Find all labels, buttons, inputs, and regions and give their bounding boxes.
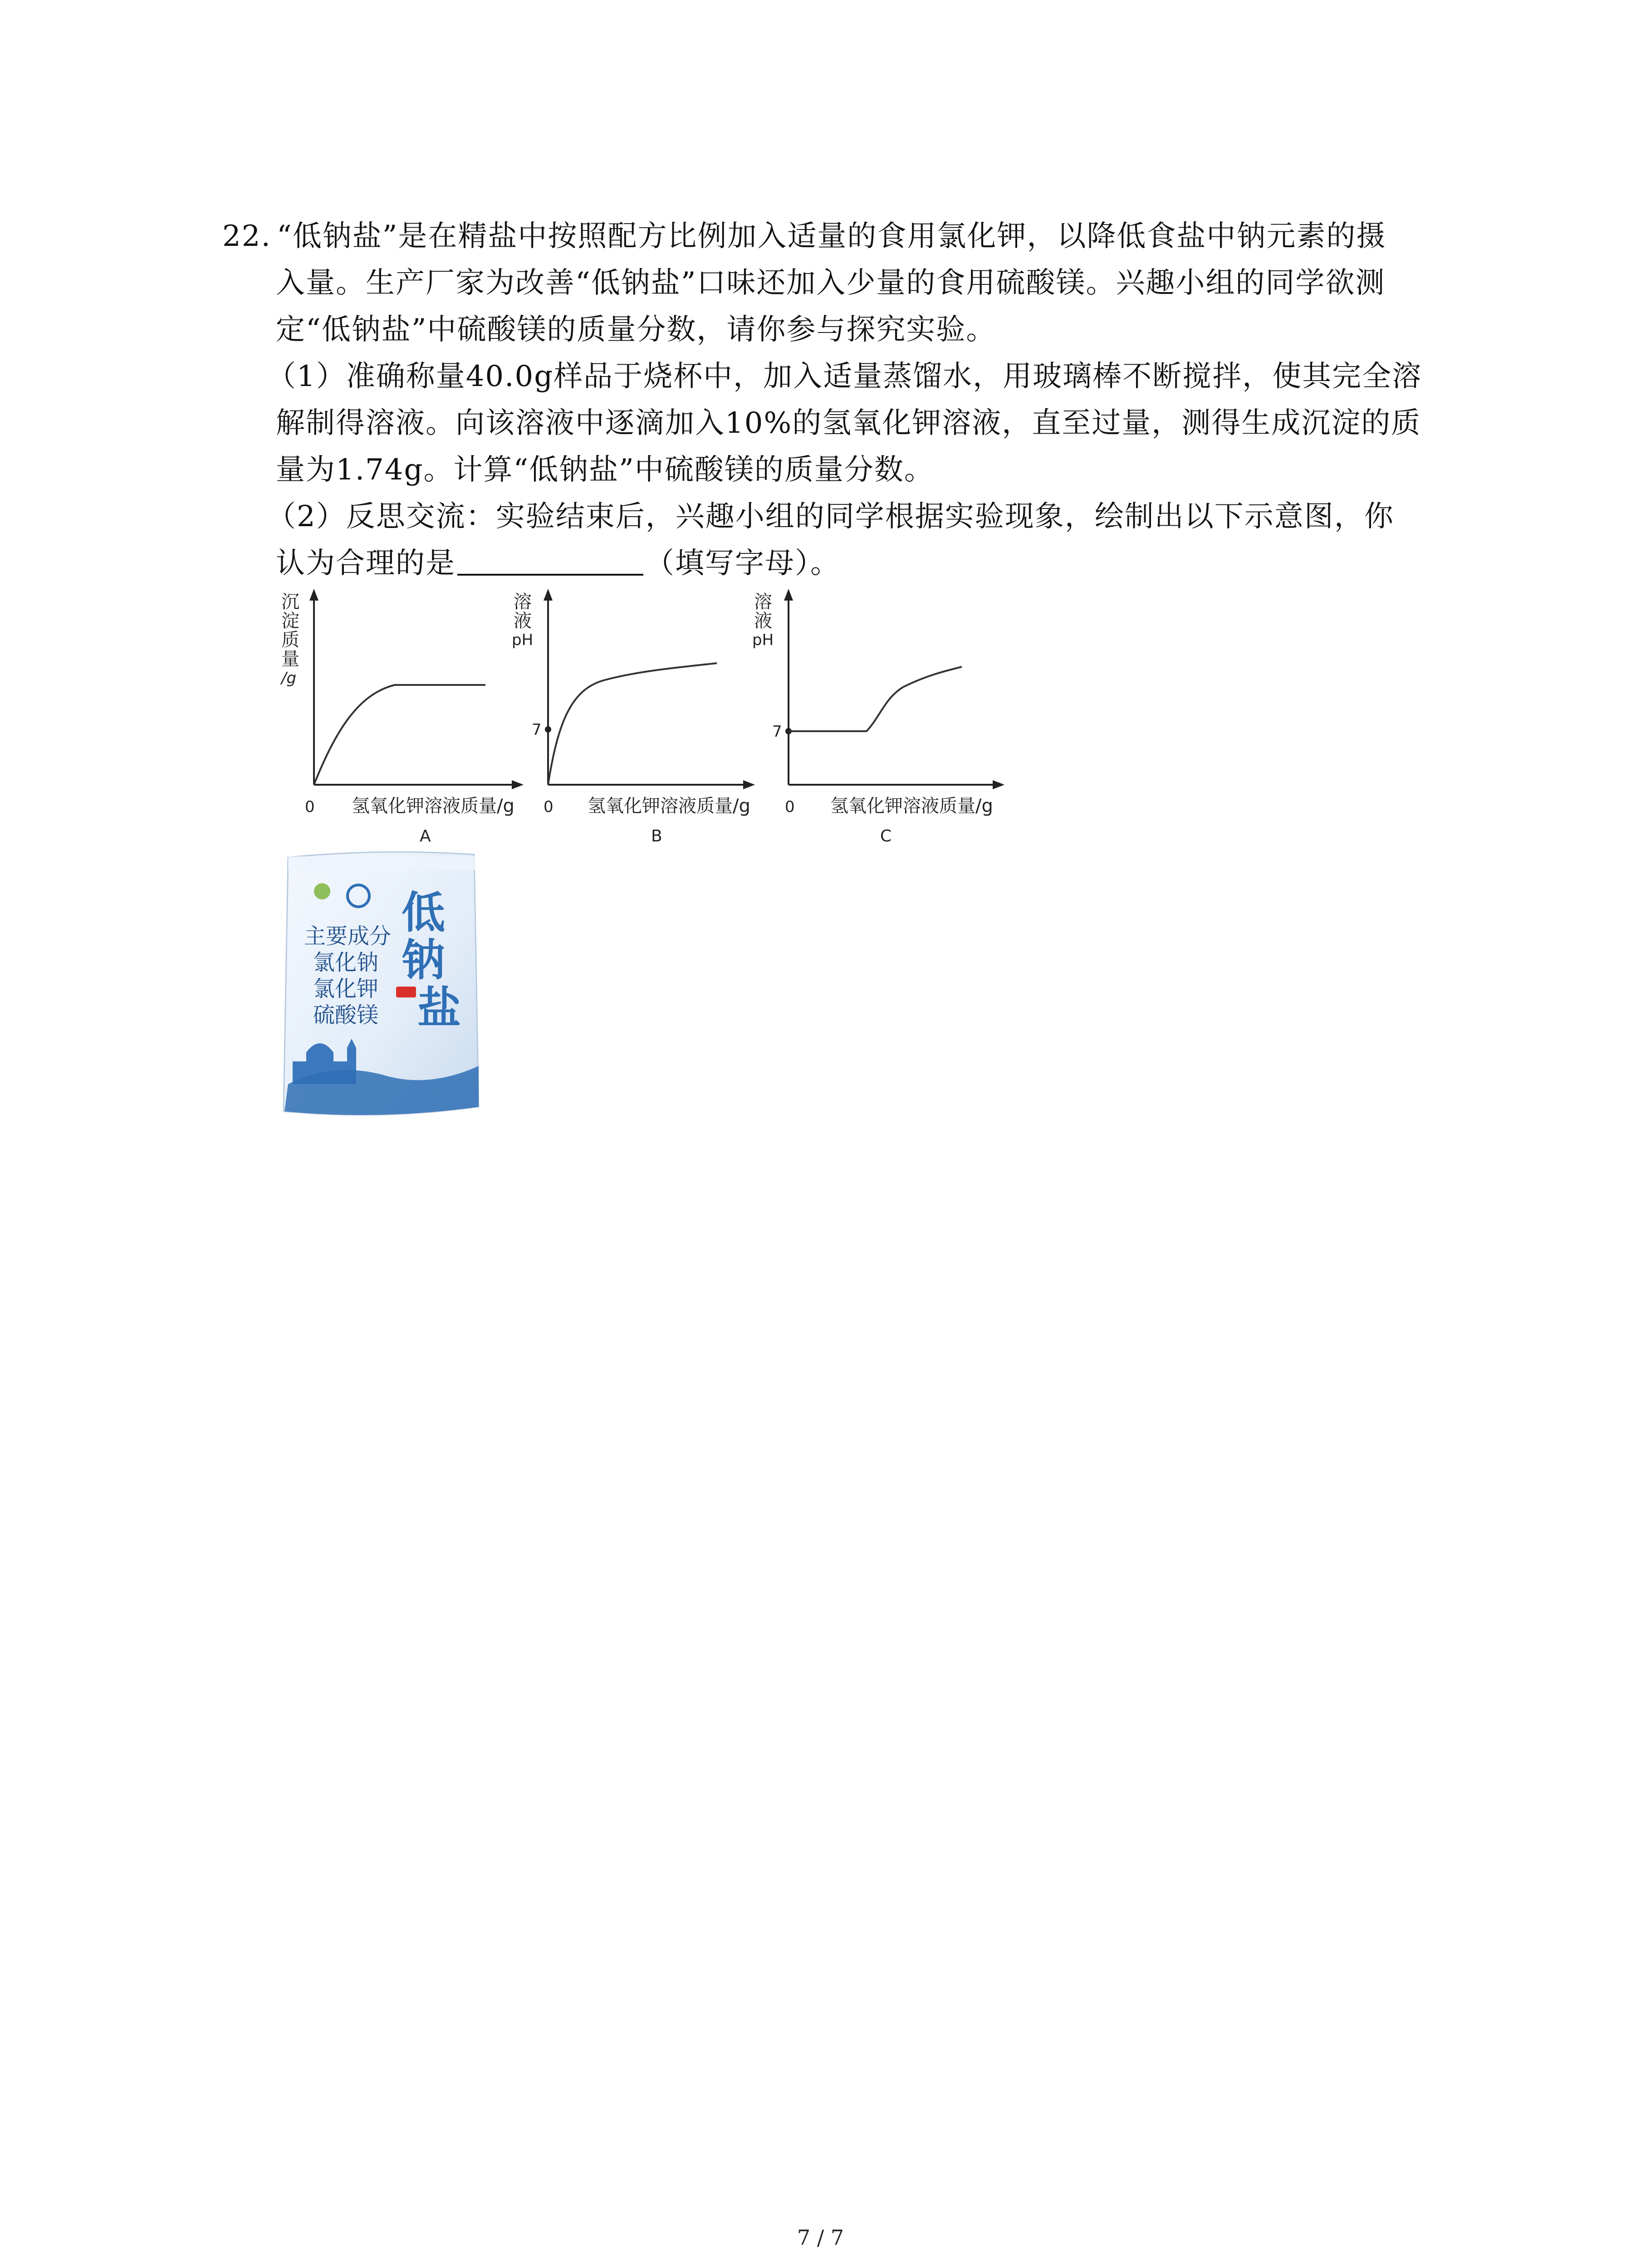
graph-c-origin: 0 xyxy=(785,798,795,816)
figure-b xyxy=(504,585,758,850)
part2-line-1: （2）反思交流：实验结束后，兴趣小组的同学根据实验现象，绘制出以下示意图，你 xyxy=(267,500,1394,533)
graph-c-caption: C xyxy=(880,827,892,846)
graph-b-y-arrow xyxy=(544,589,553,601)
question-stem-text-1: “低钠盐”是在精盐中按照配方比例加入适量的食用氯化钾，以降低食盐中钠元素的摄 xyxy=(277,220,1386,253)
graph-a-ylabel-4: 量 xyxy=(281,649,299,670)
graph-c-y-arrow xyxy=(784,589,793,601)
bag-top-seal xyxy=(288,856,475,870)
bag-ingredient-2: 氯化钾 xyxy=(313,976,379,1002)
part1-line-1: （1）准确称量40.0g样品于烧杯中，加入适量蒸馏水，用玻璃棒不断搅拌，使其完全溶 xyxy=(267,360,1422,393)
bag-red-badge xyxy=(396,987,416,997)
graph-b-ph7-point xyxy=(545,726,551,733)
graph-b-origin: 0 xyxy=(544,798,554,816)
graph-b xyxy=(504,585,758,848)
part1-line-2: 解制得溶液。向该溶液中逐滴加入10%的氢氧化钾溶液，直至过量，测得生成沉淀的质 xyxy=(276,406,1421,440)
bag-ingredients-title: 主要成分 xyxy=(304,924,392,949)
graph-a-y-arrow xyxy=(309,589,318,601)
bag-ingredient-1: 氯化钠 xyxy=(313,950,379,975)
bag-ingredient-3: 硫酸镁 xyxy=(313,1002,379,1028)
graph-c-curve xyxy=(789,667,962,731)
graph-b-ylabel-3: pH xyxy=(512,631,534,649)
graph-b-ylabel-2: 液 xyxy=(514,611,532,631)
graph-c-ylabel-2: 液 xyxy=(754,611,772,631)
graph-a-ylabel-5: /g xyxy=(281,669,297,687)
question-22 xyxy=(222,213,1456,587)
figure-a xyxy=(272,585,526,850)
low-sodium-salt-bag-photo xyxy=(279,848,483,1120)
figure-c xyxy=(744,585,1007,850)
graph-a-ylabel-3: 质 xyxy=(281,630,299,650)
page-number: 7 / 7 xyxy=(797,2225,844,2250)
part2-instruction: （填写字母）。 xyxy=(645,547,840,580)
graph-b-xlabel: 氢氧化钾溶液质量/g xyxy=(588,796,750,816)
graph-c-xlabel: 氢氧化钾溶液质量/g xyxy=(830,796,993,816)
graph-a-caption: A xyxy=(420,827,431,846)
graph-a-ylabel-2: 淀 xyxy=(281,611,299,631)
salt-bag-graphic xyxy=(279,848,483,1120)
graph-c-ytick-7: 7 xyxy=(772,723,782,741)
bag-brand-char-3: 盐 xyxy=(417,982,461,1033)
bag-small-logo xyxy=(314,883,330,899)
graph-a-ylabel-1: 沉 xyxy=(281,591,299,612)
graph-c xyxy=(744,585,1007,848)
graph-b-curve xyxy=(548,663,717,785)
question-stem-line-2: 入量。生产厂家为改善“低钠盐”口味还加入少量的食用硫酸镁。兴趣小组的同学欲测 xyxy=(276,266,1386,300)
part1-line-3: 量为1.74g。计算“低钠盐”中硫酸镁的质量分数。 xyxy=(276,453,934,487)
answer-blank[interactable] xyxy=(457,544,643,576)
part2-prompt: 认为合理的是 xyxy=(276,547,456,580)
graph-b-ytick-7: 7 xyxy=(532,721,542,739)
bag-brand-char-2: 钠 xyxy=(402,935,445,986)
part2-line-2 xyxy=(222,540,1456,587)
question-stem-line-3: 定“低钠盐”中硫酸镁的质量分数，请你参与探究实验。 xyxy=(276,313,996,347)
graph-a-origin: 0 xyxy=(305,798,315,816)
graph-c-ylabel-3: pH xyxy=(752,631,774,649)
graph-b-ylabel-1: 溶 xyxy=(514,591,532,612)
graph-b-caption: B xyxy=(651,827,662,846)
graph-c-x-arrow xyxy=(993,780,1004,789)
bag-brand-char-1: 低 xyxy=(402,887,445,938)
question-stem-line-1 xyxy=(222,213,1456,260)
graph-a-curve xyxy=(314,685,485,785)
graph-a-xlabel: 氢氧化钾溶液质量/g xyxy=(352,796,514,816)
graph-a xyxy=(272,585,526,848)
question-number: 22. xyxy=(222,220,271,253)
graph-c-ylabel-1: 溶 xyxy=(754,591,772,612)
